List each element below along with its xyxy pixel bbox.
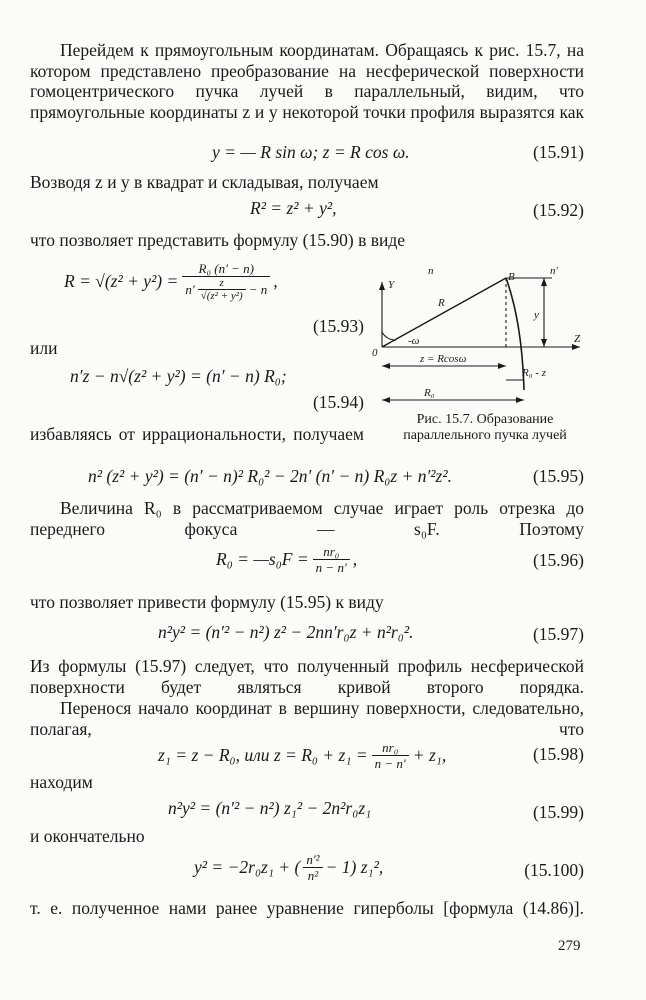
- figure-labels: [372, 265, 581, 399]
- eq98-top: nr₀: [372, 740, 409, 756]
- eq93-numerator: R₀ (n′ − n): [182, 261, 270, 277]
- label-Y: Y: [388, 279, 395, 291]
- zRcos-arrow-right: [498, 363, 506, 369]
- equation-number-15-99: (15.99): [532, 802, 584, 822]
- paragraph-3: что позволяет представить формулу (15.90) в виде: [30, 230, 406, 250]
- R0-arrow-left: [382, 397, 390, 403]
- paragraph-11: и окончательно: [30, 826, 145, 846]
- paragraph-1: Перейдем к прямоугольным координатам. Обращаясь к рис. 15.7, на котором представлено преобразование на несферической поверхности гомоцентрического пучка лучей в параллельный, видим, что прямоугольные координаты z и y некоторой точки профиля выразятся как: [30, 40, 584, 122]
- equation-15-97: n²y² = (n′² − n²) z² − 2nn′r₀z + n²r₀².: [158, 622, 414, 642]
- equation-15-94: n′z − n√(z² + y²) = (n′ − n) R₀;: [70, 366, 287, 386]
- equation-number-15-92: (15.92): [532, 200, 584, 220]
- omega-arc: [382, 332, 396, 340]
- paragraph-2: Возводя z и y в квадрат и складывая, получаем: [30, 172, 379, 192]
- label-O: 0: [372, 347, 378, 359]
- equation-number-15-94: (15.94): [312, 392, 364, 412]
- eq93-lhs: R = √(z² + y²) =: [64, 270, 179, 291]
- equation-number-15-97: (15.97): [532, 624, 584, 644]
- equation-15-99: n²y² = (n′² − n²) z₁² − 2n²r₀z₁: [168, 798, 372, 818]
- paragraph-5: избавляясь от иррациональности, получаем: [30, 424, 364, 444]
- eq100-fraction: [303, 852, 322, 883]
- paragraph-12: т. е. полученное нами ранее уравнение гиперболы [формула (14.86)].: [30, 898, 584, 918]
- eq93-comma: ,: [273, 270, 278, 291]
- paragraph-10: находим: [30, 772, 93, 792]
- R0-arrow-right: [516, 397, 524, 403]
- eq100-top: n′²: [303, 852, 322, 868]
- equation-15-92: R² = z² + y²,: [250, 198, 337, 218]
- figure-15-7: [372, 262, 588, 410]
- paragraph-8: Из формулы (15.97) следует, что полученный профиль несферической поверхности будет являться кривой второго порядка.: [30, 656, 584, 697]
- label-B: B: [508, 271, 515, 283]
- eq93-den-tail: − n: [248, 281, 268, 297]
- equation-15-93: [64, 258, 278, 304]
- eq93-inner-top: z: [198, 277, 246, 290]
- eq96-bot: n − n′: [315, 560, 347, 575]
- equation-number-15-93: (15.93): [312, 316, 364, 336]
- eq93-inner-fraction: [198, 277, 246, 302]
- label-R0: R₀: [424, 387, 435, 399]
- zRcos-arrow-left: [382, 363, 390, 369]
- label-zRcos: z = Rcosω: [420, 353, 467, 365]
- paragraph-9: Перенося начало координат в вершину поверхности, следовательно, полагая, что: [30, 698, 584, 739]
- label-y: y: [534, 309, 539, 321]
- figure-caption: Рис. 15.7. Образование параллельного пучка лучей: [403, 412, 567, 443]
- y-dim-arrow-bot: [541, 339, 547, 347]
- equation-15-98: [158, 740, 446, 771]
- eq98-bot: n − n′: [374, 756, 406, 771]
- equation-number-15-95: (15.95): [532, 466, 584, 486]
- eq100-lhs: y² = −2r₀z₁ + (: [194, 857, 301, 877]
- paragraph-4: или: [30, 338, 58, 358]
- equation-number-15-100: (15.100): [524, 860, 584, 880]
- eq98-lhs: z₁ = z − R₀, или z = R₀ + z₁ =: [158, 745, 368, 765]
- label-omega: -ω: [408, 335, 420, 347]
- eq93-denominator: [182, 277, 270, 302]
- label-R: R: [438, 297, 445, 309]
- eq96-tail: ,: [352, 549, 358, 569]
- y-arrow: [379, 282, 385, 290]
- equation-15-96: [216, 544, 357, 575]
- paragraph-7: что позволяет привести формулу (15.95) к виду: [30, 592, 384, 612]
- label-R0z: R₀ - z: [522, 367, 546, 379]
- label-n-prime: n′: [550, 265, 558, 277]
- eq93-inner-bot: √(z² + y²): [200, 289, 243, 302]
- equation-number-15-91: (15.91): [532, 142, 584, 162]
- eq93-den-n: n′: [185, 281, 195, 297]
- ray-r: [382, 278, 506, 347]
- eq93-fraction: [182, 261, 270, 302]
- paragraph-6: Величина R₀ в рассматриваемом случае играет роль отрезка до переднего фокуса — s₀F. Поэтому: [30, 498, 584, 539]
- eq100-tail: − 1) z₁²,: [325, 857, 384, 877]
- eq96-lhs: R₀ = —s₀F =: [216, 549, 309, 569]
- eq98-tail: + z₁,: [412, 745, 447, 765]
- eq98-fraction: [372, 740, 409, 771]
- eq96-top: nr₀: [313, 544, 350, 560]
- equation-15-91: y = — R sin ω; z = R cos ω.: [212, 142, 410, 162]
- label-Z: Z: [574, 333, 581, 345]
- eq100-bot: n²: [307, 868, 319, 883]
- page-number: 279: [558, 938, 581, 954]
- eq96-fraction: [313, 544, 350, 575]
- equation-15-100: [194, 852, 383, 883]
- equation-15-95: n² (z² + y²) = (n′ − n)² R₀² − 2n′ (n′ − n) R₀z + n′²z².: [88, 466, 452, 486]
- y-dim-arrow-top: [541, 278, 547, 286]
- equation-number-15-96: (15.96): [532, 550, 584, 570]
- label-n: n: [428, 265, 434, 277]
- equation-number-15-98: (15.98): [532, 744, 584, 764]
